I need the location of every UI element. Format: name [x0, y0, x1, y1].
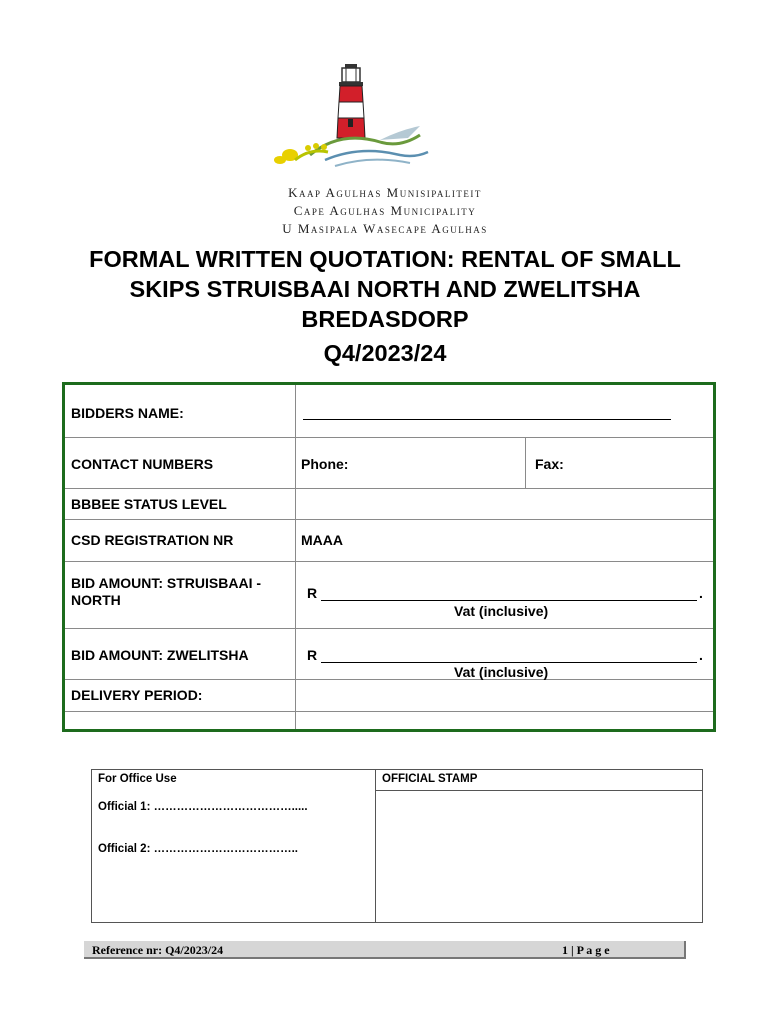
- municipality-name-xhosa: U Masipala Wasecape Agulhas: [282, 221, 488, 236]
- row-delivery-period: [65, 679, 713, 712]
- row-empty: [65, 711, 713, 729]
- official-stamp-heading: OFFICIAL STAMP: [382, 773, 478, 785]
- row-bbbee: [65, 488, 713, 520]
- row-bidders-name: [65, 385, 713, 438]
- footer-reference: Reference nr: Q4/2023/24: [92, 943, 224, 957]
- bbbee-status-label: BBBEE STATUS LEVEL: [71, 496, 227, 512]
- lighthouse-logo-icon: [270, 60, 430, 180]
- bid-zwelitsha-label: BID AMOUNT: ZWELITSHA: [71, 647, 249, 663]
- bidders-name-label: BIDDERS NAME:: [71, 405, 184, 421]
- row-contact-numbers: [65, 437, 713, 489]
- vat-note: Vat (inclusive): [454, 664, 549, 680]
- contact-divider: [525, 437, 526, 488]
- office-use-box: [91, 769, 703, 923]
- currency-prefix: R: [307, 647, 318, 663]
- office-divider: [375, 770, 376, 922]
- vat-note: Vat (inclusive): [454, 603, 549, 619]
- phone-label: Phone:: [301, 456, 349, 472]
- bid-form-table: [62, 382, 716, 732]
- bidders-name-field[interactable]: [303, 419, 671, 420]
- delivery-period-label: DELIVERY PERIOD:: [71, 687, 203, 703]
- line-end: .: [699, 585, 703, 601]
- row-bid-struisbaai: [65, 561, 713, 629]
- currency-prefix: R: [307, 585, 318, 601]
- bid-struisbaai-label: BID AMOUNT: STRUISBAAI - NORTH: [71, 575, 262, 608]
- footer-page-number: 1 | P a g e: [562, 943, 610, 957]
- contact-numbers-label: CONTACT NUMBERS: [71, 456, 214, 472]
- stamp-header-divider: [375, 790, 702, 791]
- official-2-line: Official 2: ………………………………..: [98, 843, 298, 855]
- fax-label: Fax:: [535, 456, 564, 472]
- office-use-heading: For Office Use: [98, 773, 177, 785]
- csd-registration-value: MAAA: [301, 532, 343, 548]
- bid-struisbaai-field[interactable]: [321, 600, 697, 601]
- municipality-name-afrikaans: Kaap Agulhas Munisipaliteit: [288, 185, 482, 200]
- row-csd: [65, 519, 713, 562]
- municipality-name-english: Cape Agulhas Municipality: [293, 203, 477, 218]
- document-title: FORMAL WRITTEN QUOTATION: RENTAL OF SMALL SKIPS STRUISBAAI NORTH AND ZWELITSHA BREDASDORP: [89, 246, 681, 332]
- csd-registration-label: CSD REGISTRATION NR: [71, 532, 234, 548]
- quotation-reference: Q4/2023/24: [323, 340, 447, 366]
- official-1-line: Official 1: ……………………………….....: [98, 801, 308, 813]
- row-bid-zwelitsha: [65, 628, 713, 680]
- page-footer: [84, 941, 686, 959]
- line-end: .: [699, 647, 703, 663]
- bid-zwelitsha-field[interactable]: [321, 662, 697, 663]
